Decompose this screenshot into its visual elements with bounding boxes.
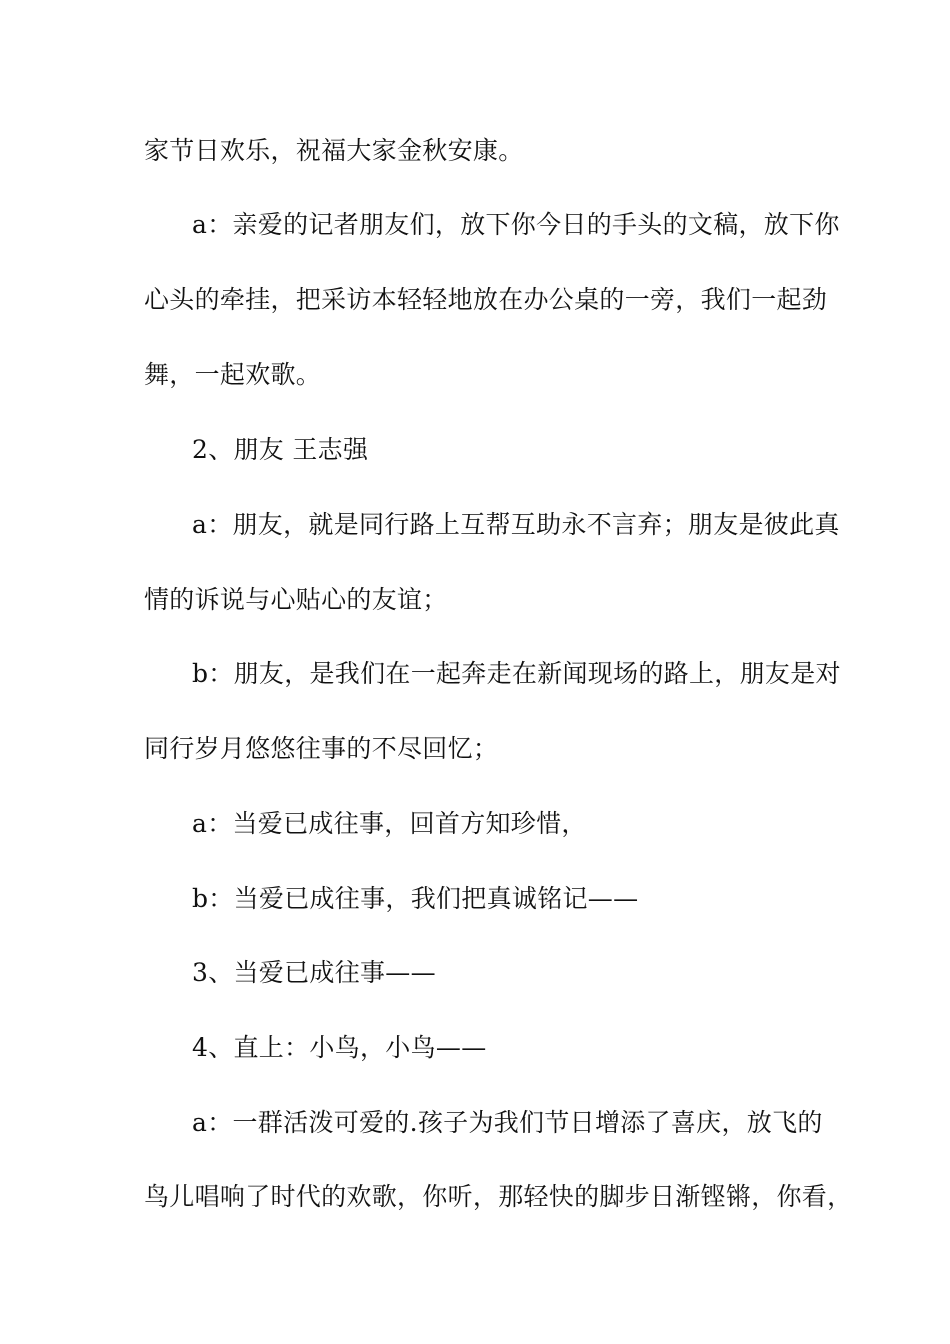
text-line: 家节日欢乐，祝福大家金秋安康。 [144, 136, 524, 165]
text-line: a：一群活泼可爱的.孩子为我们节日增添了喜庆，放飞的 [192, 1108, 823, 1137]
text-line: 鸟儿唱响了时代的欢歌，你听，那轻快的脚步日渐铿锵，你看， [144, 1182, 853, 1211]
text-line: b：当爱已成往事，我们把真诚铭记—— [192, 884, 639, 913]
section-heading: 4、直上：小鸟，小鸟—— [192, 1033, 487, 1062]
section-heading: 2、朋友 王志强 [192, 435, 369, 464]
text-line: 舞，一起欢歌。 [144, 360, 322, 389]
text-line: b：朋友，是我们在一起奔走在新闻现场的路上，朋友是对 [192, 659, 841, 688]
text-line: a：朋友，就是同行路上互帮互助永不言弃；朋友是彼此真 [192, 510, 840, 539]
text-line: 心头的牵挂，把采访本轻轻地放在办公桌的一旁，我们一起劲 [144, 285, 828, 314]
section-heading: 3、当爱已成往事—— [192, 958, 436, 987]
text-line: a：亲爱的记者朋友们，放下你今日的手头的文稿，放下你 [192, 210, 840, 239]
text-line: 同行岁月悠悠往事的不尽回忆； [144, 734, 499, 763]
text-line: 情的诉说与心贴心的友谊； [144, 585, 448, 614]
text-line: a：当爱已成往事，回首方知珍惜， [192, 809, 587, 838]
